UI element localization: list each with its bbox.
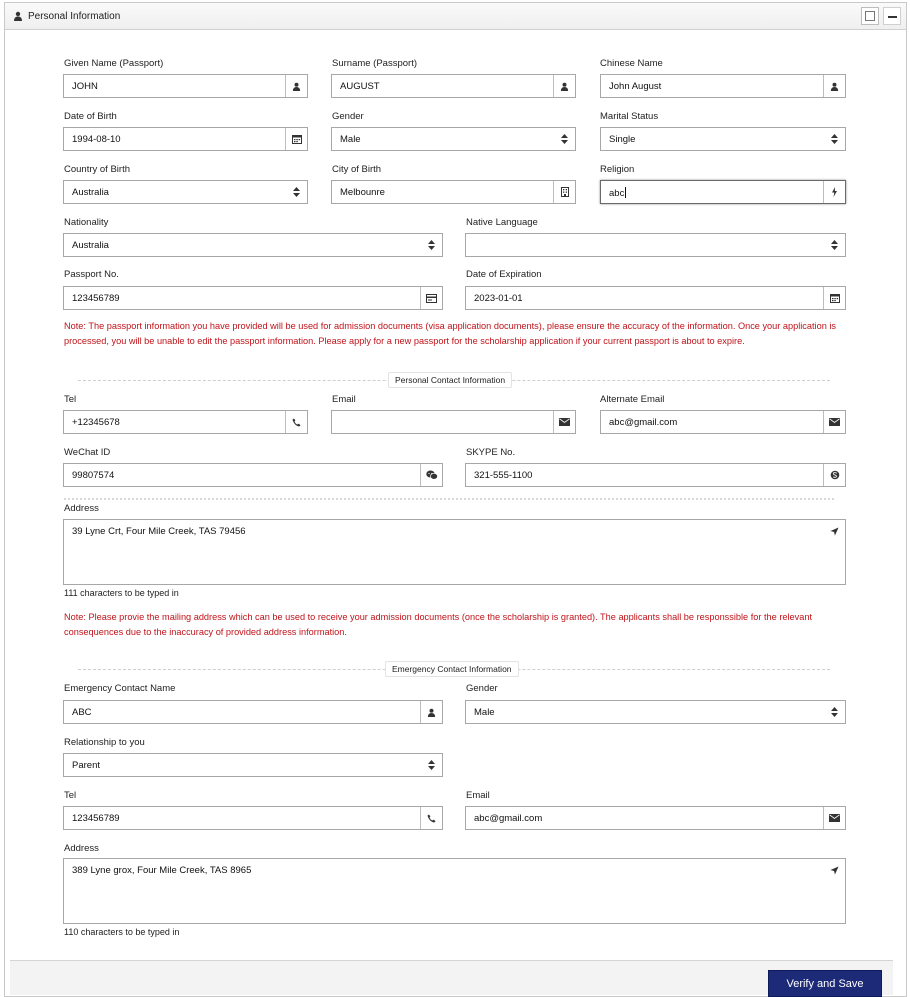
gender-select[interactable] [331,127,576,151]
address-textarea[interactable] [63,519,846,585]
alt-email-value: abc@gmail.com [609,417,678,428]
select-arrows-icon [420,234,442,256]
passport-no-value: 123456789 [72,293,120,304]
emergency-address-char-counter: 110 characters to be typed in [64,927,180,937]
expiration-label: Date of Expiration [466,269,542,280]
country-birth-select[interactable] [63,180,308,204]
emergency-name-label: Emergency Contact Name [64,683,176,694]
given-name-label: Given Name (Passport) [64,58,164,69]
address-value: 39 Lyne Crt, Four Mile Creek, TAS 79456 [72,526,246,537]
nationality-label: Nationality [64,217,109,228]
emergency-address-value: 389 Lyne grox, Four Mile Creek, TAS 8965 [72,865,252,876]
gender-label: Gender [332,111,364,122]
user-icon [553,75,575,97]
text-caret [625,187,626,198]
skype-input[interactable] [465,463,846,487]
emergency-address-label: Address [64,843,99,854]
passport-note: Note: The passport information you have provided will be used for admission documents (visa application documents), please ensure the accuracy of the information. Once your application is processed, you will be unable to edit the passport information. Please apply for a new passport for the scholarship application if your current passport is about to expire. [64,321,836,346]
user-icon [823,75,845,97]
native-language-label: Native Language [466,217,538,228]
tel-value: +12345678 [72,417,120,428]
skype-label: SKYPE No. [466,447,516,458]
emergency-email-input[interactable] [465,806,846,830]
nationality-select[interactable] [63,233,443,257]
surname-input[interactable] [331,74,576,98]
alt-email-input[interactable] [600,410,846,434]
phone-icon [285,411,307,433]
emergency-tel-label: Tel [64,790,77,801]
emergency-email-value: abc@gmail.com [474,813,543,824]
religion-value: abc [609,188,625,199]
chinese-name-value: John August [609,81,662,92]
minimize-button[interactable] [883,7,901,25]
chinese-name-label: Chinese Name [600,58,663,69]
given-name-input[interactable] [63,74,308,98]
emergency-gender-select[interactable] [465,700,846,724]
marital-value: Single [609,134,636,145]
given-name-value: JOHN [72,81,98,92]
surname-value: AUGUST [340,81,380,92]
nationality-value: Australia [72,240,109,251]
native-language-select[interactable] [465,233,846,257]
skype-icon [823,464,845,486]
emergency-name-input[interactable] [63,700,443,724]
email-input[interactable] [331,410,576,434]
marital-label: Marital Status [600,111,659,122]
religion-input[interactable] [600,180,846,204]
wechat-label: WeChat ID [64,447,111,458]
bolt-icon [823,181,845,203]
emergency-section-title: Emergency Contact Information [385,661,519,677]
select-arrows-icon [420,754,442,776]
verify-and-save-button[interactable]: Verify and Save [768,970,882,997]
calendar-icon[interactable] [285,128,307,150]
phone-icon [420,807,442,829]
gender-value: Male [340,134,361,145]
tel-label: Tel [64,394,77,405]
emergency-gender-value: Male [474,707,495,718]
religion-label: Religion [600,164,635,175]
maximize-button[interactable] [861,7,879,25]
country-birth-value: Australia [72,187,109,198]
city-birth-value: Melbounre [340,187,385,198]
select-arrows-icon [823,234,845,256]
expiration-value: 2023-01-01 [474,293,523,304]
location-arrow-icon [823,520,845,542]
calendar-icon[interactable] [823,287,845,309]
country-birth-label: Country of Birth [64,164,130,175]
skype-value: 321-555-1100 [474,470,533,481]
tel-input[interactable] [63,410,308,434]
location-arrow-icon [823,859,845,881]
dob-input[interactable] [63,127,308,151]
emergency-name-value: ABC [72,707,92,718]
address-char-counter: 111 characters to be typed in [64,588,179,598]
select-arrows-icon [285,181,307,203]
wechat-input[interactable] [63,463,443,487]
emergency-email-label: Email [466,790,490,801]
panel-title: Personal Information [28,11,121,22]
envelope-icon [823,411,845,433]
panel-header [5,3,906,30]
emergency-tel-input[interactable] [63,806,443,830]
hidden-help-text [64,498,834,500]
surname-label: Surname (Passport) [332,58,418,69]
select-arrows-icon [823,701,845,723]
form-footer [10,960,893,995]
dob-label: Date of Birth [64,111,117,122]
address-note: Note: Please provie the mailing address which can be used to receive your admission documents (once the scholarship is granted). The applicants shall be responssible for the relevant consequences due to the inaccuracy of provided address information. [64,612,813,637]
emergency-gender-label: Gender [466,683,498,694]
alt-email-label: Alternate Email [600,394,665,405]
chinese-name-input[interactable] [600,74,846,98]
marital-select[interactable] [600,127,846,151]
email-label: Email [332,394,356,405]
emergency-address-textarea[interactable] [63,858,846,924]
envelope-icon [823,807,845,829]
select-arrows-icon [553,128,575,150]
wechat-value: 99807574 [72,470,115,481]
wechat-icon [420,464,442,486]
dob-value: 1994-08-10 [72,134,121,145]
city-birth-input[interactable] [331,180,576,204]
address-label: Address [64,503,99,514]
envelope-icon [553,411,575,433]
user-icon [13,11,23,21]
relationship-label: Relationship to you [64,737,145,748]
id-card-icon [420,287,442,309]
relationship-select[interactable] [63,753,443,777]
passport-no-label: Passport No. [64,269,119,280]
user-icon [420,701,442,723]
select-arrows-icon [823,128,845,150]
user-icon [285,75,307,97]
building-icon [553,181,575,203]
relationship-value: Parent [72,760,100,771]
emergency-tel-value: 123456789 [72,813,120,824]
expiration-input[interactable] [465,286,846,310]
passport-no-input[interactable] [63,286,443,310]
city-birth-label: City of Birth [332,164,382,175]
contact-section-title: Personal Contact Information [388,372,512,388]
